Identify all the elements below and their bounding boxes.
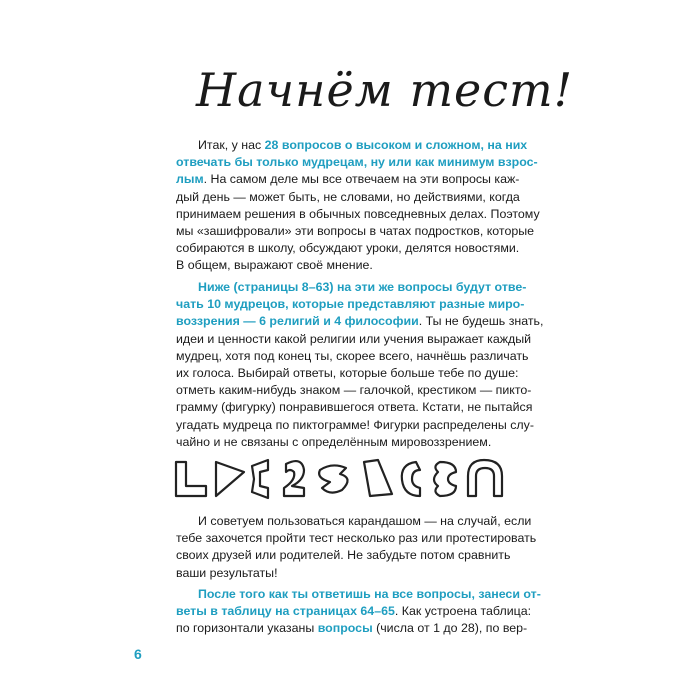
page-title (196, 52, 574, 124)
text-line: мы «зашифровали» эти вопросы в чатах подростков, которые (176, 224, 535, 239)
highlight-span: веты в таблицу на страницах 64–65 (176, 604, 395, 619)
text-span: . Как устроена таблица: (394, 604, 532, 619)
highlight-line: отвечать бы только мудрецам, ну или как минимум взрос- (176, 155, 538, 170)
quad-icon (364, 460, 392, 496)
wise-men-paragraph (176, 279, 554, 451)
arch-icon (468, 460, 502, 496)
text-span: (числа от 1 до 28), по вер- (372, 621, 528, 636)
text-line: чайно и не связаны с определённым мировоззрением. (176, 434, 492, 449)
pencil-advice-paragraph (176, 513, 554, 582)
highlight-span: вопросы (317, 621, 373, 636)
text-line: дый день — может быть, не словами, но действиями, когда (176, 189, 520, 204)
pictogram-row (172, 452, 532, 504)
text-line: идеи и ценности какой религии или учения выражает каждый (176, 331, 532, 346)
s-hook-icon (284, 461, 304, 496)
text-span: по горизонтали указаны (176, 621, 318, 636)
c-shape-icon (402, 462, 420, 496)
highlight-span: лым (176, 172, 204, 187)
title-text: Начнём тест! (196, 63, 574, 117)
text-line: В общем, выражают своё мнение. (176, 258, 373, 273)
text-span: . На самом деле мы все отвечаем на эти вопросы каж- (203, 172, 520, 187)
intro-paragraph (176, 137, 554, 275)
text-line: принимаем решения в обычных повседневных делах. Поэтому (176, 206, 540, 221)
highlight-line: После того как ты ответишь на все вопросы, занеси от- (198, 587, 541, 601)
text-line: отметь каким-нибудь знаком — галочкой, крестиком — пикто- (176, 383, 532, 398)
page-number: 6 (134, 646, 142, 662)
answers-table-paragraph (176, 586, 554, 638)
highlight-span: воззрения — 6 религий и 4 философии (176, 314, 419, 329)
text-line: их голоса. Выбирай ответы, которые больше тебе по душе: (176, 366, 519, 381)
text-line: ваши результаты! (176, 565, 278, 580)
text-span: . Ты не будешь знать, (418, 314, 544, 329)
text-span: Итак, у нас (198, 138, 265, 152)
handwritten-title (196, 52, 574, 124)
highlight-line: чать 10 мудрецов, которые представляют разные миро- (176, 297, 525, 312)
highlight-line: Ниже (страницы 8–63) на эти же вопросы будут отве- (198, 280, 527, 294)
wing-icon (319, 465, 347, 492)
text-line: мудрец, хотя под конец ты, скорее всего, начнёшь различать (176, 348, 529, 363)
double-c-icon (434, 462, 456, 496)
l-shape-icon (176, 462, 206, 496)
bracket-icon (252, 460, 268, 498)
text-line: И советуем пользоваться карандашом — на случай, если (198, 514, 532, 528)
text-line: собираются в школу, обсуждают уроки, делятся новостями. (176, 241, 520, 256)
highlight-span: 28 вопросов о высоком и сложном, на них (264, 138, 528, 152)
text-line: угадать мудреца по пиктограмме! Фигурки распределены слу- (176, 417, 534, 432)
text-line: грамму (фигурку) понравившегося ответа. Кстати, не пытайся (176, 400, 533, 415)
triangle-icon (216, 462, 244, 496)
text-line: тебе захочется пройти тест несколько раз или протестировать (176, 531, 537, 546)
text-line: своих друзей или родителей. Не забудьте потом сравнить (176, 548, 511, 563)
